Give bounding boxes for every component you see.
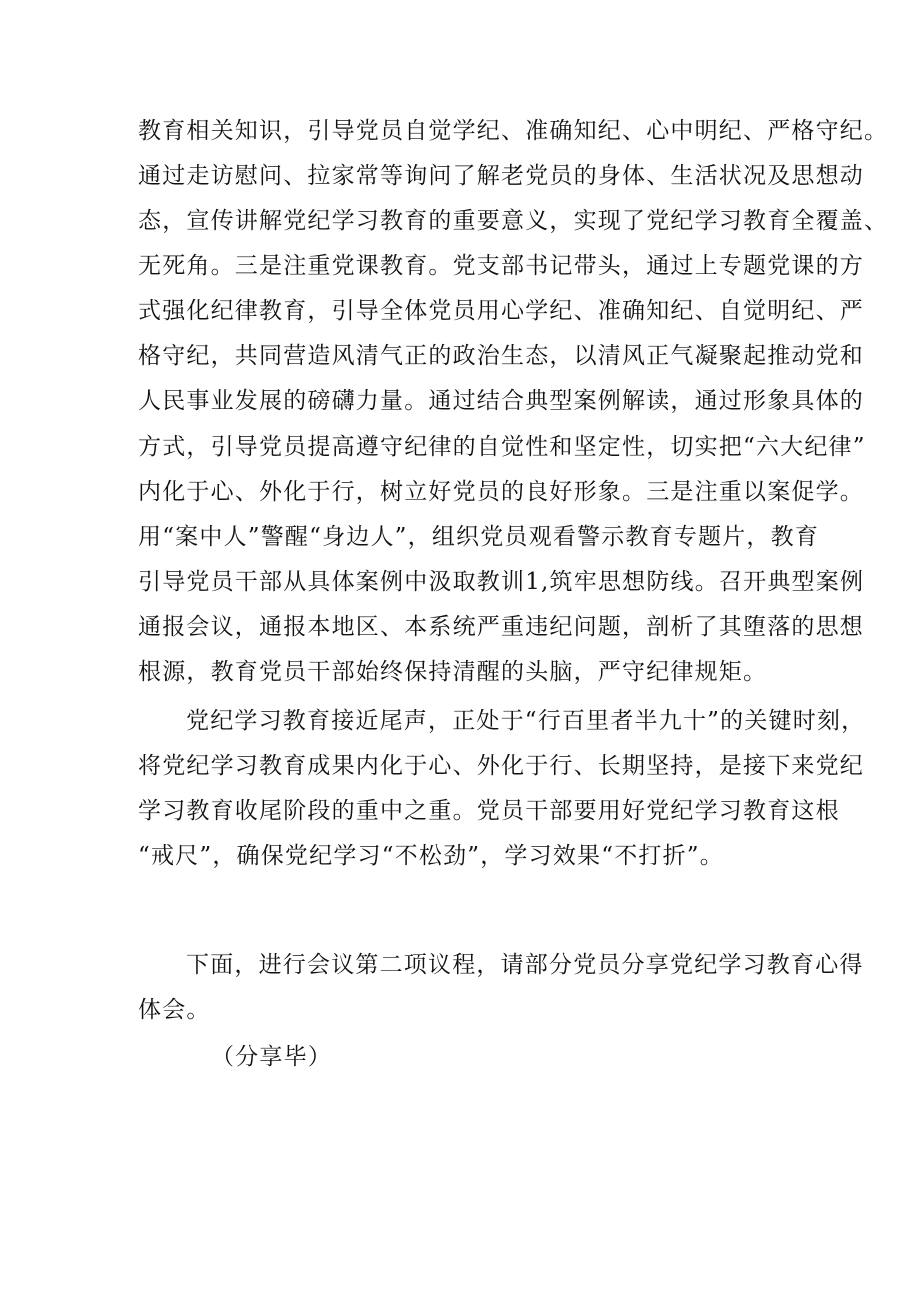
text-line: 态，宣传讲解党纪学习教育的重要意义，实现了党纪学习教育全覆盖、: [138, 208, 889, 234]
text-line: 无死角。三是注重党课教育。党支部书记带头，通过上专题党课的方: [138, 253, 864, 279]
text-line: 通过走访慰问、拉家常等询问了解老党员的身体、生活状况及思想动: [138, 163, 864, 189]
text-line: 内化于心、外化于行，树立好党员的良好形象。三是注重以案促学。: [138, 479, 864, 505]
text-line: （分享毕）: [211, 1044, 332, 1070]
text-line: “戒尺”，确保党纪学习“不松劲”，学习效果“不打折”。: [138, 843, 724, 869]
text-line: 方式，引导党员提高遵守纪律的自觉性和坚定性，切实把“六大纪律”: [138, 434, 866, 460]
text-line: 体会。: [138, 997, 211, 1023]
text-line: 教育相关知识，引导党员自觉学纪、准确知纪、心中明纪、严格守纪。: [138, 118, 889, 144]
text-line: 用“案中人”警醒“身边人”，组织党员观看警示教育专题片，教育: [138, 524, 820, 550]
text-line: 根源，教育党员干部始终保持清醒的头脑，严守纪律规矩。: [138, 659, 768, 685]
text-line: 党纪学习教育接近尾声，正处于“行百里者半九十”的关键时刻，: [186, 708, 866, 734]
text-line: 将党纪学习教育成果内化于心、外化于行、长期坚持，是接下来党纪: [138, 753, 864, 779]
text-line: 人民事业发展的磅礴力量。通过结合典型案例解读，通过形象具体的: [138, 388, 864, 414]
text-line: 式强化纪律教育，引导全体党员用心学纪、准确知纪、自觉明纪、严: [138, 298, 864, 324]
text-line: 学习教育收尾阶段的重中之重。党员干部要用好党纪学习教育这根: [138, 798, 840, 824]
text-line: 下面，进行会议第二项议程，请部分党员分享党纪学习教育心得: [186, 952, 864, 978]
text-line: 格守纪，共同营造风清气正的政治生态，以清风正气凝聚起推动党和: [138, 343, 864, 369]
text-line: 引导党员干部从具体案例中汲取教训1,筑牢思想防线。召开典型案例: [138, 569, 865, 595]
text-line: 通报会议，通报本地区、本系统严重违纪问题，剖析了其堕落的思想: [138, 614, 864, 640]
